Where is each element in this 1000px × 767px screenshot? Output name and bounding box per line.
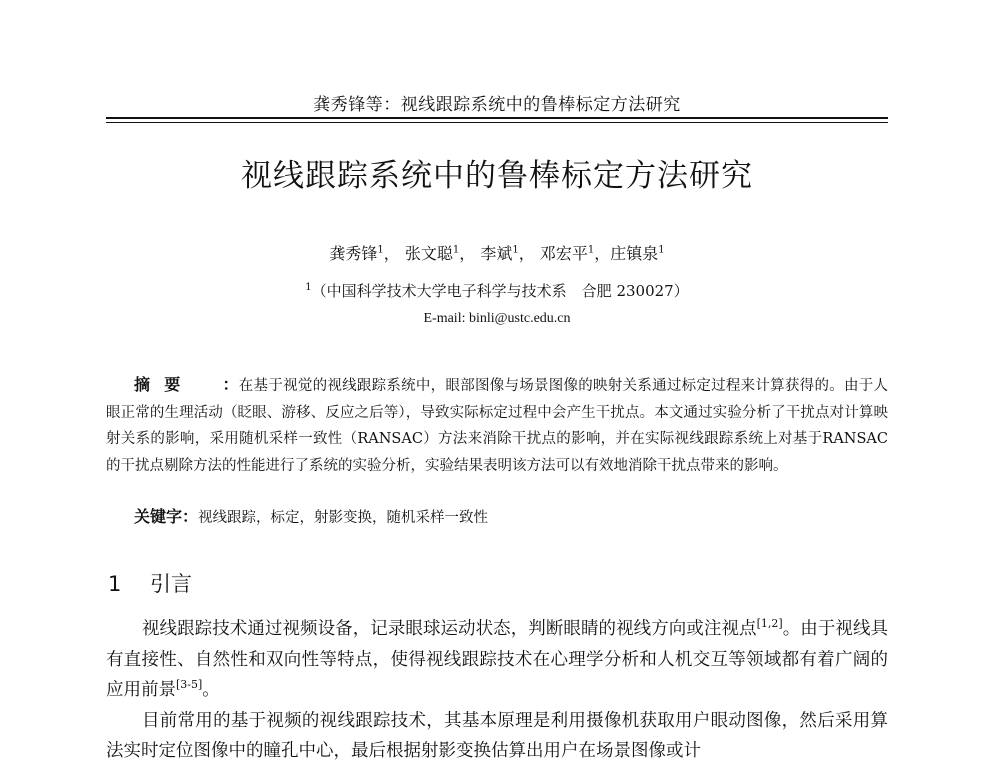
author-separator: ， xyxy=(594,244,611,263)
paragraph-text: 。由于视线具有直接性、自然性和双向性等特点，使得视线跟踪技术在心理学分析和人机交互等领域都有着广阔的应用前景 xyxy=(106,619,889,700)
author-name: 龚秀锋 xyxy=(329,244,378,263)
affiliation xyxy=(106,280,888,301)
author-separator: ， xyxy=(383,244,400,263)
keywords-text: 视线跟踪，标定，射影变换，随机采样一致性 xyxy=(198,510,489,526)
abstract-text: 在基于视觉的视线跟踪系统中，眼部图像与场景图像的映射关系通过标定过程来计算获得的。由于人眼正常的生理活动（眨眼、游移、反应之后等），导致实际标定过程中会产生干扰点。本文通过实验分析了干扰点对计算映射关系的影响，采用随机采样一致性（RANSAC）方法来消除干扰点的影响，并在实际视线跟踪系统上对基于RANSAC的干扰点剔除方法的性能进行了系统的实验分析，实验结果表明该方法可以有效地消除干扰点带来的影响。 xyxy=(106,378,888,474)
header-rule-thin xyxy=(106,122,888,123)
author-separator: ， xyxy=(459,244,476,263)
running-header: 龚秀锋等：视线跟踪系统中的鲁棒标定方法研究 xyxy=(313,95,681,115)
paragraph-text: 目前常用的基于视频的视线跟踪技术，其基本原理是利用摄像机获取用户眼动图像，然后采用算法实时定位图像中的瞳孔中心，最后根据射影变换估算出用户在场景图像或计 xyxy=(106,710,888,761)
author-name: 李斌 xyxy=(480,244,513,263)
paragraph xyxy=(106,614,888,706)
keywords-label: 关键字： xyxy=(134,507,199,526)
author-affiliation-mark: 1 xyxy=(658,244,665,256)
citation: [3-5] xyxy=(176,678,203,692)
author-affiliation-mark: 1 xyxy=(512,244,519,256)
author-name: 邓宏平 xyxy=(539,244,588,263)
abstract xyxy=(106,372,888,479)
section-title: 引言 xyxy=(150,572,192,596)
author-affiliation-mark: 1 xyxy=(587,244,595,256)
paragraph xyxy=(106,706,888,767)
body-text xyxy=(106,614,888,767)
affiliation-mark: 1 xyxy=(305,282,312,293)
paragraph-text: 视线跟踪技术通过视频设备，记录眼球运动状态，判断眼睛的视线方向或注视点 xyxy=(142,619,757,639)
author-affiliation-mark: 1 xyxy=(452,244,460,256)
section-number: 1 xyxy=(108,572,122,596)
author-name: 庄镇泉 xyxy=(610,244,659,263)
paper-title: 视线跟踪系统中的鲁棒标定方法研究 xyxy=(241,158,753,194)
affiliation-text: （中国科学技术大学电子科学与技术系 合肥 230027） xyxy=(311,282,689,300)
citation: [1,2] xyxy=(756,617,783,631)
author-list xyxy=(106,241,888,264)
section-heading xyxy=(108,568,192,598)
author-name: 张文聪 xyxy=(404,244,453,263)
author-separator: ， xyxy=(518,244,535,263)
author-affiliation-mark: 1 xyxy=(377,244,384,256)
abstract-label: 摘要 xyxy=(134,375,195,394)
paragraph-text: 。 xyxy=(202,680,220,700)
abstract-colon: ： xyxy=(222,375,239,394)
author-email: E-mail: binli@ustc.edu.cn xyxy=(423,311,571,326)
keywords xyxy=(106,504,888,531)
header-rule-thick xyxy=(106,117,888,119)
